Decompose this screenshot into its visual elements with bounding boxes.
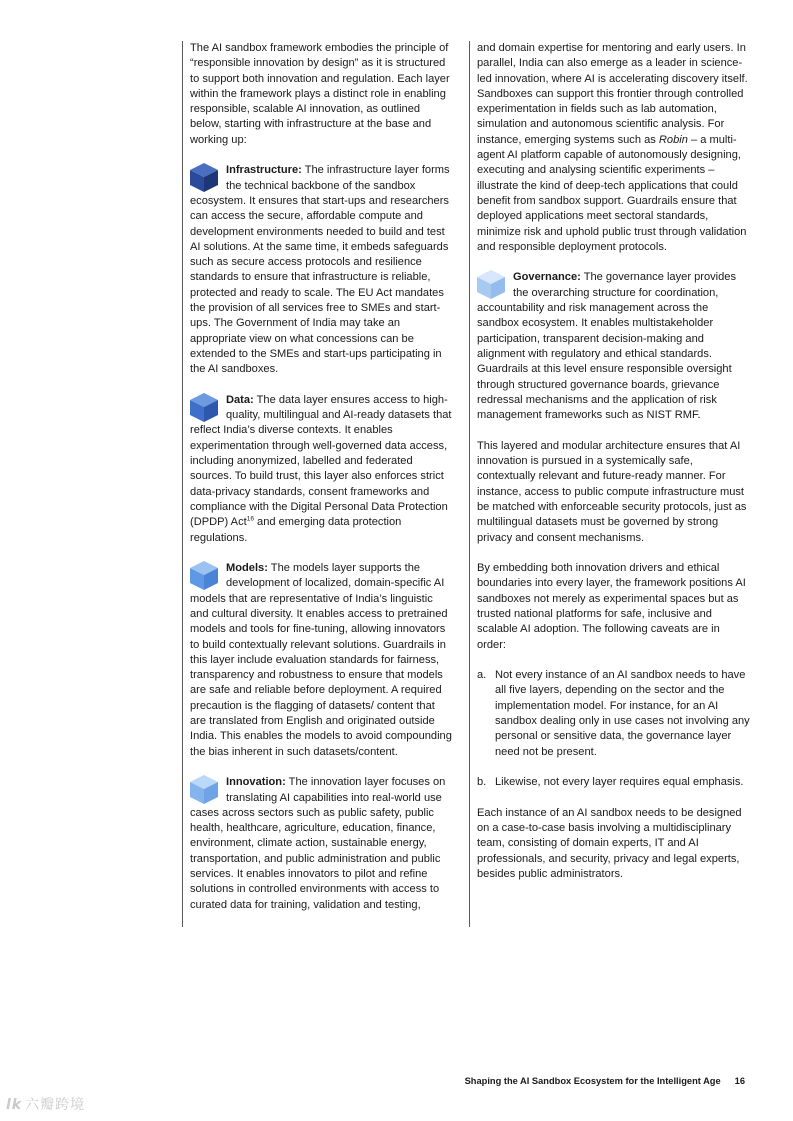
list-item-text: Not every instance of an AI sandbox needs to have all five layers, depending on the sector and the implementation model. For instance, for an AI sandbox dealing only in use cases not involving any personal or sensitive data, the governance layer need not be present. <box>495 669 750 758</box>
governance-heading: Governance: <box>513 271 581 284</box>
data-text-before: The data layer ensures access to high-quality, multilingual and AI-ready datasets that reflect India’s diverse contexts. It enables experimentation through well-governed data access, including anonymized, labelled and federated sources. To build trust, this layer also enforces strict data-privacy standards, consent frameworks and compliance with the Digital Personal Data Protection (DPDP) Act <box>190 393 452 529</box>
footnote-marker[interactable]: 16 <box>246 515 254 523</box>
innovation-text: The innovation layer focuses on translating AI capabilities into real-world use cases across sectors such as public safety, public health, healthcare, agriculture, education, finance, environment, climate action, sustainable energy, transportation, and public administration and public services. It enables innovators to pilot and refine solutions in controlled environments with access to curated data for training, validation and testing, <box>190 776 446 911</box>
footer-title: Shaping the AI Sandbox Ecosystem for the Intelligent Age <box>464 1076 721 1086</box>
layered-architecture-paragraph: This layered and modular architecture ensures that AI innovation is pursued in a systemically safe, contextually relevant and future-ready manner. For instance, access to public compute infrastructure must be matched with enforceable security protocols, just as multilingual datasets must be governed by strong privacy and consent mechanisms. <box>477 439 747 544</box>
governance-paragraph <box>477 270 751 423</box>
infrastructure-paragraph <box>190 163 452 377</box>
intro-paragraph: The AI sandbox framework embodies the principle of “responsible innovation by design” as it is structured to support both innovation and regulation. Each layer within the framework plays a distinct role in enabling responsible, scalable AI innovation, as outlined below, starting with infrastructure at the base and working up: <box>190 42 450 146</box>
models-text: The models layer supports the development of localized, domain-specific AI models that are representative of India’s linguistic and cultural diversity. It enables access to pretrained models and tools for fine-tuning, allowing innovators to build contextually relevant solutions. Guardrails in this layer include evaluation standards for fairness, transparency and robustness to ensure that models are safe and reliable before deployment. A required precaution is the flagging of datasets/ content that are translated from English and originated outside India. This enables the models to avoid compounding the bias inherent in such datasets/content. <box>190 562 452 758</box>
list-marker: a. <box>477 669 487 682</box>
left-column <box>182 41 452 927</box>
data-text-after: and emerging data protection regulations. <box>190 516 402 544</box>
page-number: 16 <box>734 1076 745 1086</box>
innovation-paragraph <box>190 775 452 913</box>
infrastructure-text: The infrastructure layer forms the technical backbone of the sandbox ecosystem. It ensures that start-ups and researchers can access the secure, affordable compute and development environments needed to build and test AI solutions. At the same time, it embeds safeguards such as secure access protocols and resilience standards to ensure that infrastructure is reliable, protected and ready to scale. The EU Act mandates the provision of all services free to SMEs and start-ups. The Government of India may take an appropriate view on what concessions can be extended to the SMEs and start-ups participating in the AI sandboxes. <box>190 164 450 376</box>
cube-dark-icon <box>188 161 220 193</box>
page-footer <box>0 1076 745 1086</box>
cube-medium-icon <box>188 391 220 423</box>
continuation-paragraph <box>477 41 751 255</box>
continuation-text-after: – a multi-agent AI platform capable of autonomously designing, executing and analysing scientific experiments – illustrate the kind of deep-tech applications that could benefit from sandbox support. Guardrails ensure that deployed applications meet sectoral standards, minimize risk and uphold public trust through validation and responsible deployment protocols. <box>477 133 747 253</box>
list-marker: b. <box>477 776 487 789</box>
data-section <box>190 393 452 546</box>
governance-section <box>477 270 751 423</box>
infrastructure-section <box>190 163 452 377</box>
right-column <box>469 41 751 927</box>
caveat-list-item <box>477 668 751 760</box>
watermark-text: 六瓣跨境 <box>25 1097 86 1113</box>
governance-text: The governance layer provides the overarching structure for coordination, accountability and risk management across the sandbox ecosystem. It enables multistakeholder participation, transparent decision-making and alignment with regulatory and ethical standards. Guardrails at this level ensure responsible oversight through structured governance boards, grievance redressal mechanisms and the application of risk management frameworks such as NIST RMF. <box>477 271 737 422</box>
embedding-paragraph: By embedding both innovation drivers and ethical boundaries into every layer, the framework positions AI sandboxes not merely as experimental spaces but as trusted national platforms for safe, inclusive and scalable AI adoption. The following caveats are in order: <box>477 562 746 651</box>
final-paragraph: Each instance of an AI sandbox needs to be designed on a case-to-case basis involving a multidisciplinary team, consisting of domain experts, IT and AI professionals, and security, privacy and legal experts, besides public administrators. <box>477 806 742 881</box>
cube-lighter-icon <box>188 773 220 805</box>
cube-lightest-icon <box>475 268 507 300</box>
models-paragraph <box>190 561 452 760</box>
innovation-heading: Innovation: <box>226 776 286 789</box>
continuation-text-before: and domain expertise for mentoring and early users. In parallel, India can also emerge as a leader in science-led innovation, where AI is accelerating discovery itself. Sandboxes can support this frontier through controlled experimentation in fields such as lab automation, simulation and autonomous scientific analysis. For instance, emerging systems such as <box>477 42 748 146</box>
list-item-text: Likewise, not every layer requires equal emphasis. <box>495 776 744 789</box>
cube-light-icon <box>188 559 220 591</box>
data-heading: Data: <box>226 393 254 406</box>
infrastructure-heading: Infrastructure: <box>226 164 302 177</box>
robin-italic: Robin <box>658 133 688 146</box>
models-section <box>190 561 452 760</box>
caveat-list-item <box>477 775 751 790</box>
models-heading: Models: <box>226 562 268 575</box>
watermark-logo: lk <box>6 1097 23 1113</box>
data-paragraph <box>190 393 452 546</box>
watermark <box>6 1094 85 1114</box>
innovation-section <box>190 775 452 913</box>
